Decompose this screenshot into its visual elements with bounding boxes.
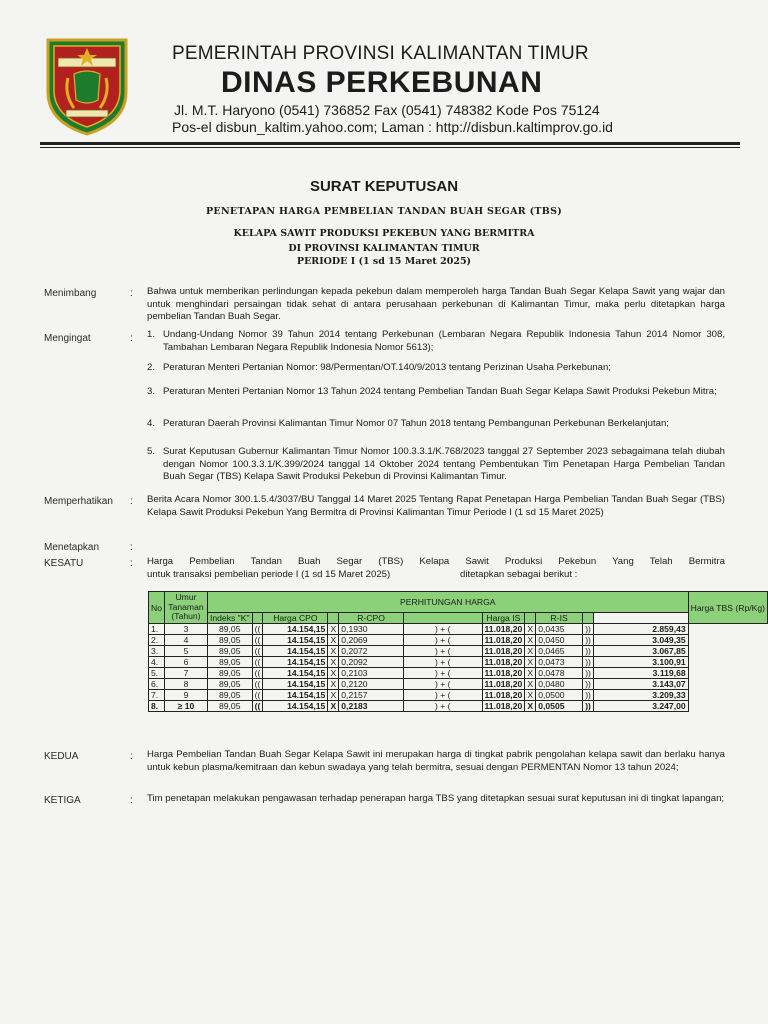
row-open-bracket: (( [252, 646, 263, 657]
contact-line: Pos-el disbun_kaltim.yahoo.com; Laman : http://disbun.kaltimprov.go.id [172, 119, 613, 135]
menimbang-text: Bahwa untuk memberikan perlindungan kepada pekebun dalam memperoleh harga Tandan Buah Segar Kelapa Sawit yang wajar dan untuk menghindari persaingan tidak sehat di antara perusahaan perkebunan di Kalimantan Timur, maka perlu ditetapkan harga pembelian Tandan Buah Segar. [147, 286, 725, 322]
row-multiply: X [328, 690, 339, 701]
row-open-bracket: (( [252, 635, 263, 646]
list-item: 5. Surat Keputusan Gubernur Kalimantan Timur Nomor 100.3.3.1/K.768/2023 tanggal 27 September 2023 sebagaimana telah diubah dengan Nomor 100.3.3.1/K.399/2024 tanggal 14 Oktober 2024 tentang Pembentukan Tim Penetapan Harga Pembelian Tandan Buah Segar (TBS) Kelapa Sawit Produksi Pekebun di Provinsi Kalimantan Timur. [147, 446, 725, 482]
table-row [149, 690, 768, 701]
row-multiply: X [328, 657, 339, 668]
row-close-bracket: )) [583, 701, 594, 712]
row-open-bracket: (( [252, 701, 263, 712]
header-divider-thin [40, 147, 740, 148]
row-harga-tbs: 3.049,35 [594, 635, 689, 646]
table-row [149, 679, 768, 690]
row-umur: 4 [165, 635, 208, 646]
row-close-bracket: )) [583, 635, 594, 646]
col-no: No [149, 592, 165, 624]
row-harga-tbs: 3.143,07 [594, 679, 689, 690]
row-no: 4. [149, 657, 165, 668]
row-multiply: X [525, 668, 536, 679]
menimbang-label: Menimbang [44, 288, 97, 299]
row-rcpo: 0,2120 [339, 679, 404, 690]
row-multiply: X [525, 635, 536, 646]
row-multiply: X [328, 679, 339, 690]
table-row [149, 635, 768, 646]
row-plus: ) + ( [404, 679, 483, 690]
row-close-bracket: )) [583, 657, 594, 668]
row-ris: 0,0478 [536, 668, 583, 679]
table-row [149, 668, 768, 679]
row-open-bracket: (( [252, 668, 263, 679]
row-harga-cpo: 14.154,15 [263, 690, 328, 701]
row-umur: 3 [165, 624, 208, 635]
agency-name: DINAS PERKEBUNAN [221, 66, 543, 99]
row-plus: ) + ( [404, 657, 483, 668]
row-rcpo: 0,1930 [339, 624, 404, 635]
row-multiply: X [525, 679, 536, 690]
doc-subtitle-3: DI PROVINSI KALIMANTAN TIMUR [288, 243, 480, 254]
row-multiply: X [525, 624, 536, 635]
colon: : [130, 751, 133, 762]
kedua-text: Harga Pembelian Tandan Buah Segar Kelapa Sawit ini merupakan harga di tingkat pabrik pengolahan kelapa sawit dan berlaku hanya untuk kebun plasma/kemitraan dan kebun swadaya yang telah bermitra, sesuai dengan PERMENTAN Nomor 13 tahun 2024; [147, 749, 725, 773]
row-close-bracket: )) [583, 668, 594, 679]
row-plus: ) + ( [404, 668, 483, 679]
row-indeks: 89,05 [207, 668, 252, 679]
row-rcpo: 0,2092 [339, 657, 404, 668]
row-no: 6. [149, 679, 165, 690]
doc-subtitle-1: PENETAPAN HARGA PEMBELIAN TANDAN BUAH SEGAR (TBS) [205, 206, 563, 217]
row-open-bracket: (( [252, 690, 263, 701]
row-harga-tbs: 3.100,91 [594, 657, 689, 668]
col-umur: Umur Tanaman (Tahun) [165, 592, 208, 624]
col-harga-is: Harga IS [482, 613, 525, 624]
memperhatikan-label: Memperhatikan [44, 496, 113, 507]
row-multiply: X [328, 668, 339, 679]
row-harga-tbs: 3.067,85 [594, 646, 689, 657]
row-umur: 5 [165, 646, 208, 657]
row-ris: 0,0500 [536, 690, 583, 701]
row-multiply: X [525, 657, 536, 668]
row-rcpo: 0,2157 [339, 690, 404, 701]
row-close-bracket: )) [583, 679, 594, 690]
row-umur: 8 [165, 679, 208, 690]
row-multiply: X [328, 701, 339, 712]
row-harga-tbs: 2.859,43 [594, 624, 689, 635]
doc-title: SURAT KEPUTUSAN [309, 178, 459, 195]
kesatu-label: KESATU [44, 558, 84, 569]
row-ris: 0,0480 [536, 679, 583, 690]
kedua-label: KEDUA [44, 751, 79, 762]
row-no: 2. [149, 635, 165, 646]
row-multiply: X [525, 690, 536, 701]
row-harga-tbs: 3.119,68 [594, 668, 689, 679]
list-item: 3. Peraturan Menteri Pertanian Nomor 13 Tahun 2024 tentang Pembelian Tandan Buah Segar Kelapa Sawit Produksi Pekebun Mitra; [147, 386, 717, 397]
row-indeks: 89,05 [207, 679, 252, 690]
row-plus: ) + ( [404, 690, 483, 701]
list-item: 4. Peraturan Daerah Provinsi Kalimantan Timur Nomor 07 Tahun 2018 tentang Pembangunan Perkebunan Berkelanjutan; [147, 418, 669, 429]
row-rcpo: 0,2072 [339, 646, 404, 657]
coat-of-arms-logo [44, 34, 130, 136]
row-umur: 6 [165, 657, 208, 668]
kesatu-text-line2b: ditetapkan sebagai berikut : [460, 569, 578, 580]
row-indeks: 89,05 [207, 646, 252, 657]
col-perhitungan: PERHITUNGAN HARGA [207, 592, 688, 613]
colon: : [130, 333, 133, 344]
row-harga-cpo: 14.154,15 [263, 701, 328, 712]
col-harga-tbs: Harga TBS (Rp/Kg) [688, 592, 767, 624]
row-ris: 0,0450 [536, 635, 583, 646]
row-harga-is: 11.018,20 [482, 624, 525, 635]
row-harga-is: 11.018,20 [482, 668, 525, 679]
mengingat-label: Mengingat [44, 333, 91, 344]
row-ris: 0,0435 [536, 624, 583, 635]
row-indeks: 89,05 [207, 635, 252, 646]
row-plus: ) + ( [404, 624, 483, 635]
row-harga-tbs: 3.247,00 [594, 701, 689, 712]
row-harga-cpo: 14.154,15 [263, 668, 328, 679]
price-table [148, 591, 768, 712]
table-row [149, 701, 768, 712]
colon: : [130, 542, 133, 553]
row-harga-cpo: 14.154,15 [263, 624, 328, 635]
kesatu-text-line2a: untuk transaksi pembelian periode I (1 sd 15 Maret 2025) [147, 569, 391, 580]
row-ris: 0,0465 [536, 646, 583, 657]
row-no: 7. [149, 690, 165, 701]
row-rcpo: 0,2069 [339, 635, 404, 646]
row-rcpo: 0,2183 [339, 701, 404, 712]
ketiga-label: KETIGA [44, 795, 81, 806]
header-divider-thick [40, 142, 740, 145]
menetapkan-label: Menetapkan [44, 542, 100, 553]
gov-name: PEMERINTAH PROVINSI KALIMANTAN TIMUR [172, 43, 589, 64]
doc-subtitle-2: KELAPA SAWIT PRODUKSI PEKEBUN YANG BERMITRA [233, 228, 535, 239]
ketiga-text: Tim penetapan melakukan pengawasan terhadap penerapan harga TBS yang ditetapkan sesuai surat keputusan ini di tingkat lapangan; [147, 793, 725, 804]
row-no: 3. [149, 646, 165, 657]
row-no: 8. [149, 701, 165, 712]
colon: : [130, 288, 133, 299]
list-item: 2. Peraturan Menteri Pertanian Nomor: 98/Permentan/OT.140/9/2013 tentang Perizinan Usaha Perkebunan; [147, 362, 611, 373]
row-multiply: X [328, 646, 339, 657]
row-plus: ) + ( [404, 701, 483, 712]
row-open-bracket: (( [252, 657, 263, 668]
row-indeks: 89,05 [207, 624, 252, 635]
row-multiply: X [328, 635, 339, 646]
row-plus: ) + ( [404, 646, 483, 657]
row-harga-is: 11.018,20 [482, 679, 525, 690]
row-harga-tbs: 3.209,33 [594, 690, 689, 701]
row-harga-is: 11.018,20 [482, 690, 525, 701]
row-umur: ≥ 10 [165, 701, 208, 712]
row-harga-is: 11.018,20 [482, 657, 525, 668]
memperhatikan-text: Berita Acara Nomor 300.1.5.4/3037/BU Tanggal 14 Maret 2025 Tentang Rapat Penetapan Harga Pembelian Tandan Buah Segar (TBS) Kelapa Sawit Produksi Pekebun Yang Bermitra di Provinsi Kalimantan Timur Periode I (1 sd 15 Maret 2025) [147, 494, 725, 518]
row-close-bracket: )) [583, 624, 594, 635]
row-open-bracket: (( [252, 624, 263, 635]
row-harga-is: 11.018,20 [482, 646, 525, 657]
row-multiply: X [525, 646, 536, 657]
row-harga-is: 11.018,20 [482, 635, 525, 646]
row-harga-cpo: 14.154,15 [263, 679, 328, 690]
row-multiply: X [328, 624, 339, 635]
row-harga-cpo: 14.154,15 [263, 657, 328, 668]
row-open-bracket: (( [252, 679, 263, 690]
table-row [149, 646, 768, 657]
table-row [149, 657, 768, 668]
col-indeks: Indeks "K" [207, 613, 252, 624]
row-indeks: 89,05 [207, 690, 252, 701]
col-ris: R-IS [536, 613, 583, 624]
row-close-bracket: )) [583, 646, 594, 657]
row-close-bracket: )) [583, 690, 594, 701]
colon: : [130, 558, 133, 569]
row-harga-is: 11.018,20 [482, 701, 525, 712]
table-row [149, 624, 768, 635]
row-harga-cpo: 14.154,15 [263, 635, 328, 646]
colon: : [130, 795, 133, 806]
list-item: 1. Undang-Undang Nomor 39 Tahun 2014 tentang Perkebunan (Lembaran Negara Republik Indonesia Tahun 2014 Nomor 308, Tambahan Lembaran Negara Republik Indonesia Nomor 5613); [147, 329, 725, 353]
row-multiply: X [525, 701, 536, 712]
row-rcpo: 0,2103 [339, 668, 404, 679]
row-harga-cpo: 14.154,15 [263, 646, 328, 657]
row-umur: 9 [165, 690, 208, 701]
row-umur: 7 [165, 668, 208, 679]
row-indeks: 89,05 [207, 657, 252, 668]
colon: : [130, 496, 133, 507]
kesatu-text-line1: Harga Pembelian Tandan Buah Segar (TBS) Kelapa Sawit Produksi Pekebun Yang Telah Bermitra [147, 556, 725, 567]
row-ris: 0,0473 [536, 657, 583, 668]
col-harga-cpo: Harga CPO [263, 613, 328, 624]
row-no: 1. [149, 624, 165, 635]
row-plus: ) + ( [404, 635, 483, 646]
row-ris: 0,0505 [536, 701, 583, 712]
address-line: Jl. M.T. Haryono (0541) 736852 Fax (0541) 748382 Kode Pos 75124 [174, 102, 600, 118]
row-indeks: 89,05 [207, 701, 252, 712]
doc-period: PERIODE I (1 sd 15 Maret 2025) [296, 256, 472, 267]
row-no: 5. [149, 668, 165, 679]
col-rcpo: R-CPO [339, 613, 404, 624]
